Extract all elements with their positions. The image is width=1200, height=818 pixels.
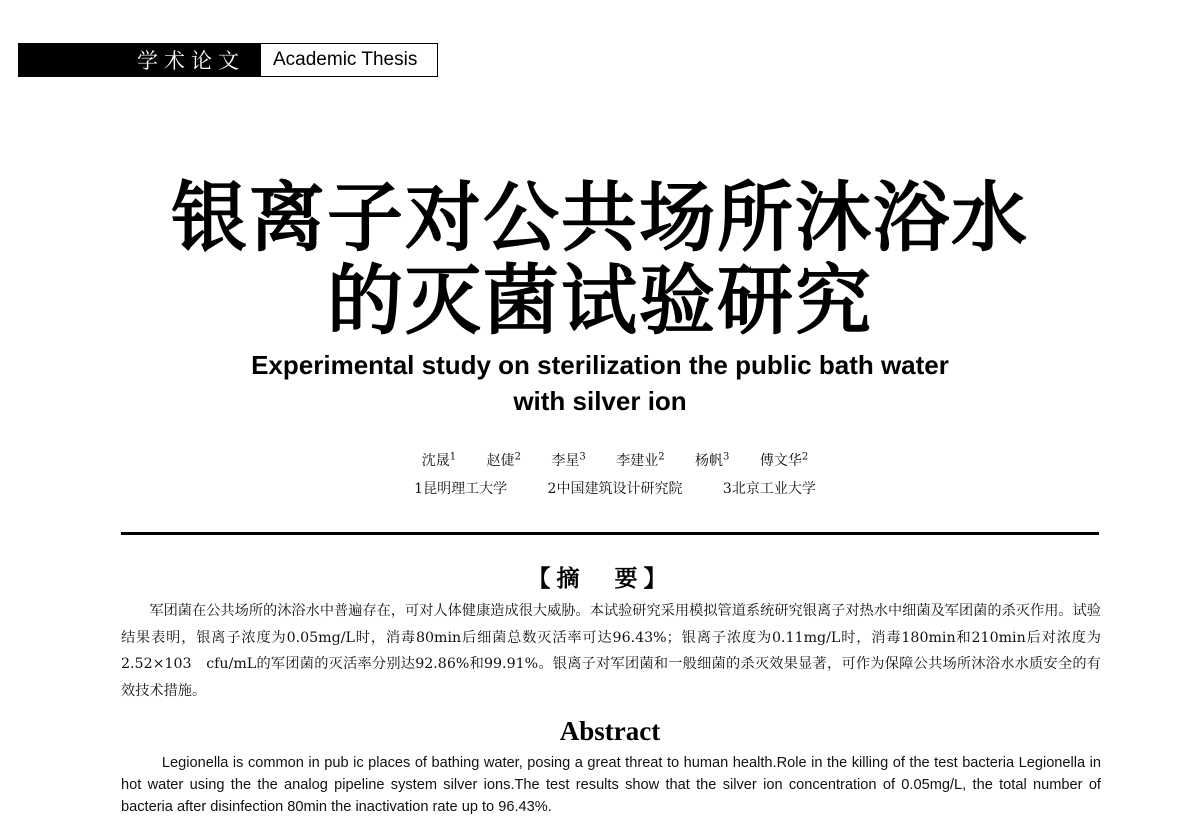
divider-rule [121, 532, 1099, 535]
author: 李建业$^2$ [616, 451, 665, 469]
affiliation: 3北京工业大学 [722, 481, 816, 497]
author: 沈晟$^1$ [421, 451, 457, 469]
affiliation-list [0, 478, 1200, 498]
abstract-text-cn: 军团菌在公共场所的沐浴水中普遍存在，可对人体健康造成很大威胁。本试验研究采用模拟管道系统研究银离子对热水中细菌及军团菌的杀灭作用。试验结果表明，银离子浓度为0.05mg/L时，消毒80min后细菌总数灭活率可达96.43%；银离子浓度为0.11mg/L时，消毒180min和210min后对浓度为2.52×103 cfu/mL的军团菌的灭活率分别达92.86%和99.91%。银离子对军团菌和一般细菌的杀灭效果显著，可作为保障公共场所沐浴水水质安全的有效技术措施。 [121, 603, 1101, 699]
abstract-heading-cn: 【摘 要】 [527, 566, 673, 592]
abstract-text-en: Legionella is common in pub ic places of bathing water, posing a great threat to human health.Role in the killing of the test bacteria Legionella in hot water using the the analog pipeline system silver ions.The test results show that the silver ion concentration of 0.05mg/L, the total number of bacteria after disinfection 80min the inactivation rate up to 96.43%. [121, 755, 1101, 815]
affiliation: 2中国建筑设计研究院 [547, 481, 683, 497]
section-label-en: Academic Thesis [273, 49, 418, 70]
author: 傅文华$^2$ [759, 451, 809, 469]
author: 赵倢$^2$ [486, 451, 521, 469]
title-en-line1: Experimental study on sterilization the public bath water [251, 350, 949, 380]
abstract-heading-en: Abstract [559, 716, 661, 746]
author-list [0, 450, 1200, 470]
section-header [18, 43, 438, 77]
author: 杨帆$^3$ [695, 451, 730, 469]
title-en-line2: with silver ion [513, 386, 687, 416]
title-cn-line1: 银离子对公共场所沐浴水 [171, 173, 1029, 262]
author: 李星$^3$ [551, 451, 586, 469]
affiliation: 1昆明理工大学 [414, 481, 508, 497]
section-label-cn: 学术论文 [19, 44, 261, 76]
title-cn-line2: 的灭菌试验研究 [327, 256, 873, 345]
